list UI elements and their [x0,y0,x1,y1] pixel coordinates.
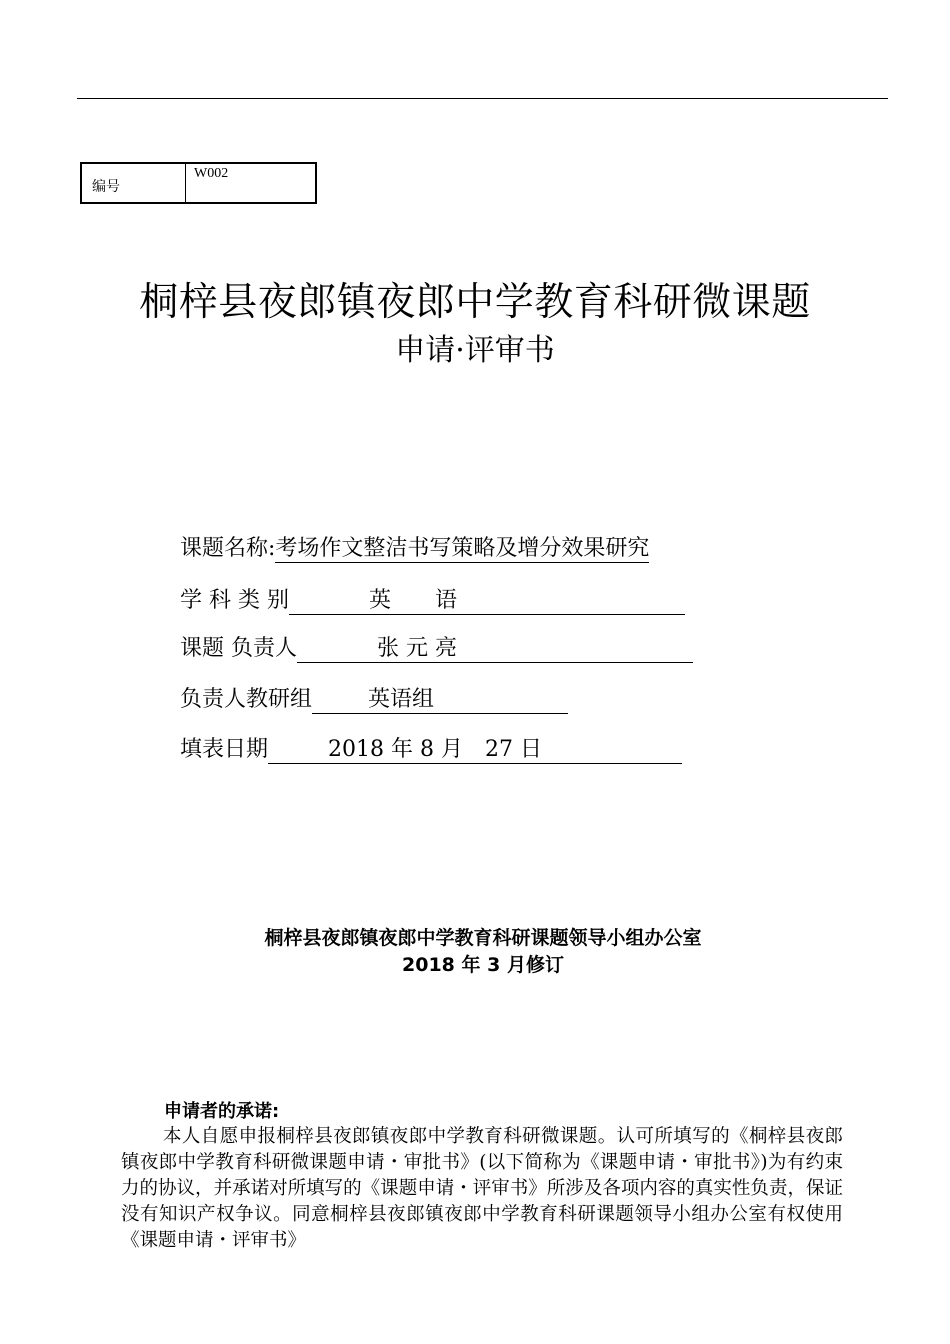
subject-label: 学 科 类 别 [180,588,289,613]
topic-value: 考场作文整洁书写策略及增分效果研究 [275,536,650,561]
pledge-body: 本人自愿申报桐梓县夜郎镇夜郎中学教育科研微课题。认可所填写的《桐梓县夜郎镇夜郎中学教育科研微课题申请・审批书》(以下简称为《课题申请・审批书》)为有约束力的协议，并承诺对所填写的《课题申请・评审书》所涉及各项内容的真实性负责，保证没有知识产权争议。同意桐梓县夜郎镇夜郎中学教育科研课题领导小组办公室有权使用《课题申请・评审书》 [121,1126,843,1251]
subject-value: 英 语 [289,588,685,615]
date-value: 2018 年 8 月 27 日 [268,737,682,764]
code-value: W002 [194,166,229,181]
subject-field [180,586,685,616]
pledge-heading: 申请者的承诺: [164,1101,280,1122]
header-rule [77,98,888,99]
topic-field [180,534,649,564]
office-name: 桐梓县夜郎镇夜郎中学教育科研课题领导小组办公室 [264,927,702,949]
code-label: 编号 [82,164,186,202]
revision-date: 2018 年 3 月修订 [402,954,564,976]
leader-value: 张 元 亮 [297,636,693,663]
group-value: 英语组 [312,687,568,714]
group-label: 负责人教研组 [180,687,313,712]
code-box [80,162,317,204]
issuing-office [0,925,950,979]
date-field [180,735,682,765]
topic-label: 课题名称: [180,536,276,561]
leader-field [180,634,693,664]
group-field [180,685,568,715]
leader-label: 课题 负责人 [180,636,297,661]
date-label: 填表日期 [180,737,269,762]
document-subtitle: 申请·评审书 [395,333,555,368]
document-title: 桐梓县夜郎镇夜郎中学教育科研微课题 [139,280,811,325]
